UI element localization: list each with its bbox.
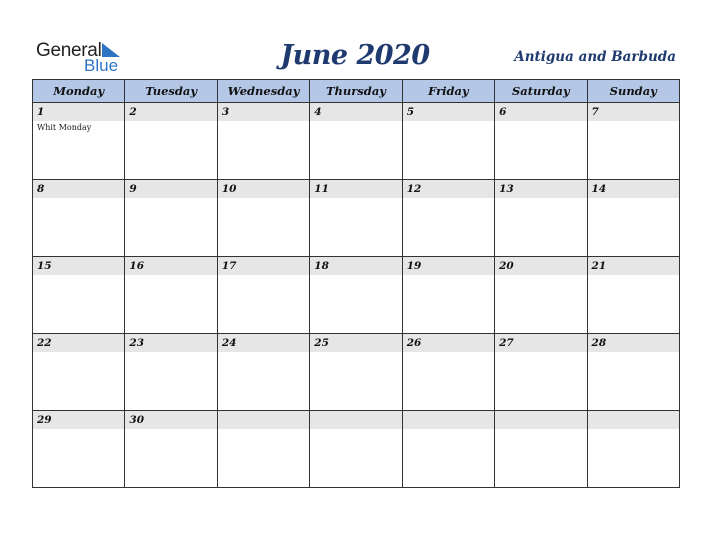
calendar-day-cell — [495, 180, 587, 257]
day-number: 2 — [129, 106, 137, 118]
calendar-day-cell — [495, 411, 587, 488]
day-number: 13 — [499, 183, 514, 195]
day-number: 6 — [499, 106, 507, 118]
calendar-day-cell — [402, 103, 494, 180]
logo-text-blue: Blue — [84, 56, 119, 75]
calendar-day-cell — [125, 180, 217, 257]
day-number: 18 — [314, 260, 329, 272]
calendar-day-cell — [310, 103, 402, 180]
day-header-bar — [495, 411, 586, 429]
calendar-day-cell — [33, 334, 125, 411]
day-number: 20 — [499, 260, 514, 272]
calendar-body — [33, 103, 680, 488]
calendar-title: June 2020 — [280, 40, 430, 71]
day-number: 19 — [406, 260, 422, 272]
day-header-bar — [495, 103, 586, 121]
calendar-day-cell — [33, 257, 125, 334]
day-number: 16 — [129, 260, 145, 272]
day-header-bar — [33, 180, 124, 198]
day-number: 22 — [37, 337, 52, 349]
weekday-header: Wednesday — [217, 80, 309, 103]
day-number: 10 — [221, 183, 237, 195]
day-header-bar — [310, 103, 401, 121]
day-header-bar — [588, 103, 679, 121]
calendar-week-row — [33, 334, 680, 411]
weekday-header: Tuesday — [125, 80, 217, 103]
day-number: 15 — [37, 260, 52, 272]
weekday-header: Sunday — [587, 80, 679, 103]
day-number: 23 — [129, 337, 145, 349]
calendar-week-row — [33, 103, 680, 180]
day-number: 28 — [591, 337, 607, 349]
day-number: 27 — [499, 337, 514, 349]
day-number: 5 — [406, 106, 414, 118]
day-number: 11 — [314, 183, 329, 195]
calendar-day-cell — [217, 180, 309, 257]
day-header-bar — [125, 103, 216, 121]
calendar-day-cell — [217, 103, 309, 180]
holiday-label: Whit Monday — [37, 123, 92, 132]
day-number: 4 — [314, 106, 322, 118]
calendar-day-cell — [33, 180, 125, 257]
calendar-day-cell — [125, 411, 217, 488]
day-header-bar — [33, 103, 124, 121]
day-header-bar — [403, 411, 494, 429]
generalblue-logo — [36, 40, 136, 76]
calendar-week-row — [33, 180, 680, 257]
country-name: Antigua and Barbuda — [514, 49, 676, 65]
day-number: 1 — [37, 106, 45, 118]
day-number: 21 — [591, 260, 607, 272]
day-header-bar — [310, 411, 401, 429]
day-header-bar — [125, 180, 216, 198]
calendar-week-row — [33, 411, 680, 488]
day-number: 24 — [221, 337, 237, 349]
calendar-grid — [32, 79, 680, 488]
weekday-header: Friday — [402, 80, 494, 103]
day-number: 8 — [37, 183, 45, 195]
day-number: 3 — [221, 106, 230, 118]
day-header-bar — [218, 103, 309, 121]
calendar-day-cell — [495, 334, 587, 411]
calendar-day-cell — [310, 180, 402, 257]
weekday-header: Saturday — [495, 80, 587, 103]
calendar-day-cell — [217, 257, 309, 334]
day-number: 30 — [129, 414, 145, 426]
calendar-day-cell — [495, 257, 587, 334]
day-number: 9 — [129, 183, 137, 195]
calendar-day-cell — [217, 411, 309, 488]
calendar-day-cell — [33, 411, 125, 488]
calendar-day-cell — [587, 334, 679, 411]
calendar-day-cell — [495, 103, 587, 180]
day-header-bar — [403, 103, 494, 121]
day-number: 29 — [37, 414, 52, 426]
logo-text-general: General — [36, 40, 102, 61]
calendar-day-cell — [310, 257, 402, 334]
calendar-day-cell — [402, 411, 494, 488]
day-number: 26 — [406, 337, 422, 349]
calendar-day-cell — [125, 334, 217, 411]
day-header-bar — [218, 411, 309, 429]
calendar-day-cell — [402, 180, 494, 257]
calendar-day-cell — [587, 257, 679, 334]
calendar-day-cell — [125, 257, 217, 334]
calendar-day-cell — [33, 103, 125, 180]
calendar-week-row — [33, 257, 680, 334]
day-number: 7 — [591, 106, 599, 118]
calendar-day-cell — [310, 411, 402, 488]
calendar-day-cell — [217, 334, 309, 411]
day-number: 17 — [221, 260, 237, 272]
day-number: 25 — [314, 337, 329, 349]
day-header-bar — [588, 411, 679, 429]
calendar-day-cell — [402, 334, 494, 411]
day-number: 14 — [591, 183, 607, 195]
calendar-day-cell — [125, 103, 217, 180]
weekday-header: Monday — [33, 80, 125, 103]
weekday-header: Thursday — [310, 80, 402, 103]
calendar-day-cell — [402, 257, 494, 334]
weekday-header-row — [33, 80, 680, 103]
calendar-day-cell — [587, 180, 679, 257]
day-number: 12 — [406, 183, 422, 195]
calendar-day-cell — [587, 103, 679, 180]
calendar-day-cell — [587, 411, 679, 488]
calendar-day-cell — [310, 334, 402, 411]
